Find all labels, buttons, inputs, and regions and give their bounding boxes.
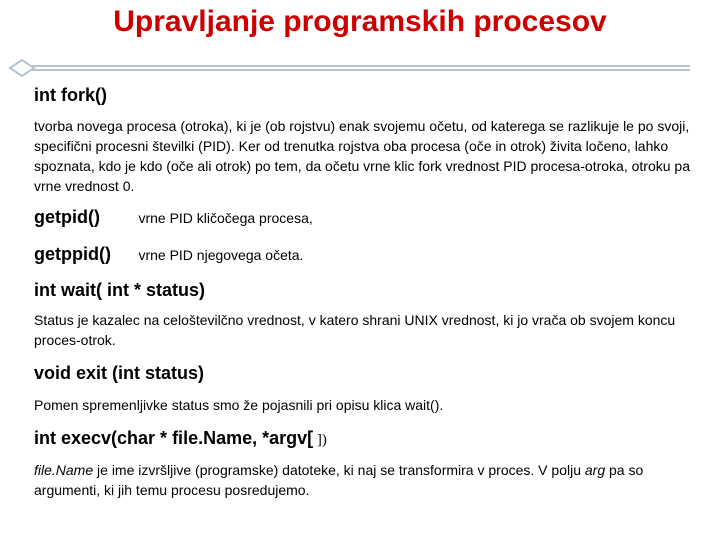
wait-description-block <box>34 310 694 350</box>
slide-title: Upravljanje programskih procesov <box>113 5 607 38</box>
getppid-heading: getppid() <box>34 244 111 264</box>
getppid-section <box>34 243 694 265</box>
exit-section <box>34 362 694 384</box>
fork-heading: int fork() <box>34 85 107 105</box>
fork-description-block <box>34 116 694 196</box>
wait-section <box>34 279 694 301</box>
execv-description-part-2: pa so argumenti, ki jih temu procesu posredujemo. <box>34 462 644 498</box>
fork-section <box>34 84 694 106</box>
wait-description: Status je kazalec na celoštevilčno vrednost, v katero shrani UNIX vrednost, ki jo vrača ob svojem koncu proces-otrok. <box>34 312 676 348</box>
execv-arg-term: arg <box>584 462 606 478</box>
execv-filename-term: file.Name <box>34 462 94 478</box>
title-divider <box>8 58 690 78</box>
execv-heading-text: int execv(char * file.Name, *argv[ <box>34 428 314 448</box>
getpid-description: vrne PID kličočega procesa, <box>138 210 313 226</box>
fork-description: tvorba novega procesa (otroka), ki je (ob rojstvu) enak svojemu očetu, od katerega se razlikuje le po svoji, specifični procesni številki (PID). Ker od trenutka rojstva oba procesa (oče in otrok) živita ločeno, lahko spoznata, kdo je kdo (oče ali otrok) po tem, da očetu vrne klic fork vrednost PID procesa-otroka, otroku pa vrne vrednost 0. <box>34 118 690 194</box>
execv-heading <box>34 427 694 451</box>
execv-section <box>34 427 694 451</box>
getpid-heading: getpid() <box>34 207 100 227</box>
getppid-description: vrne PID njegovega očeta. <box>138 247 304 263</box>
execv-description-block <box>34 460 694 500</box>
exit-description-block <box>34 395 694 415</box>
exit-description: Pomen spremenljivke status smo že pojasnili pri opisu klica wait(). <box>34 397 444 413</box>
execv-description-part-1: je ime izvršljive (programske) datoteke, ki naj se transformira v proces. V polju <box>93 462 585 478</box>
exit-heading: void exit (int status) <box>34 363 205 383</box>
execv-description <box>34 460 694 500</box>
wait-heading: int wait( int * status) <box>34 280 205 300</box>
execv-heading-bracket: ]) <box>313 432 327 448</box>
getpid-section <box>34 206 694 228</box>
